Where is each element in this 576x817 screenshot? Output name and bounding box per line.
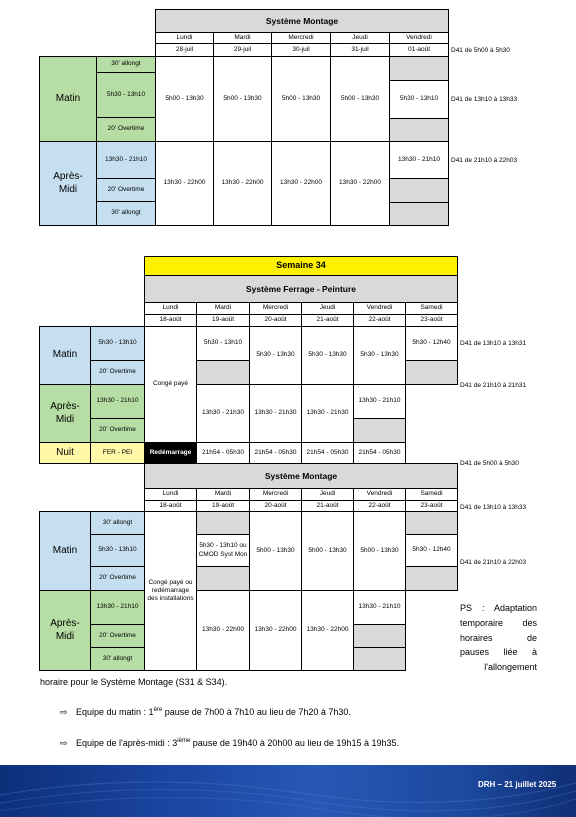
day-header: Mercredi <box>249 488 302 501</box>
footer-text: DRH – 21 juillet 2025 <box>478 780 557 789</box>
side-note: D41 de 13h10 à 13h31 <box>460 340 527 347</box>
shift-label-matin: Matin <box>39 326 91 385</box>
slot-allongt: 30' allongt <box>96 56 156 73</box>
ps-line: PS : Adaptation <box>460 603 537 613</box>
schedule-cell: 13h30 - 22h00 <box>301 590 354 671</box>
date-header: 01-août <box>389 43 449 57</box>
day-header: Jeudi <box>330 32 390 44</box>
date-header: 22-août <box>353 500 406 512</box>
date-header: 20-août <box>249 314 302 327</box>
wave-pattern-icon <box>0 765 576 817</box>
empty-cell <box>389 178 449 203</box>
schedule-cell: 5h30 - 13h30 <box>353 326 406 385</box>
footer-banner <box>0 765 576 817</box>
side-note: D41 de 21h10 à 22h03 <box>451 157 518 164</box>
empty-cell <box>196 511 250 535</box>
slot-apres-midi: 13h30 - 21h10 <box>96 141 156 179</box>
date-header: 19-août <box>196 500 250 512</box>
schedule-cell: 13h30 - 21h10 <box>353 384 406 419</box>
date-header: 18-août <box>144 314 197 327</box>
bullet-apres-midi: ⇨ Equipe de l'après-midi : 3ième pause de 19h40 à 20h00 au lieu de 19h15 à 19h35. <box>60 738 399 748</box>
shift-label-apres-midi: Après- Midi <box>39 141 97 226</box>
day-header: Vendredi <box>389 32 449 44</box>
slot-overtime: 20' Overtime <box>90 566 145 591</box>
date-header: 31-juil <box>330 43 390 57</box>
schedule-cell: 13h30 - 22h00 <box>271 141 331 226</box>
date-header: 23-août <box>405 314 458 327</box>
schedule-cell: 21h54 - 05h30 <box>301 442 354 464</box>
slot-overtime: 20' Overtime <box>90 360 145 385</box>
date-header: 29-juil <box>213 43 272 57</box>
schedule-cell: 5h00 - 13h30 <box>155 56 214 142</box>
day-header: Mardi <box>196 488 250 501</box>
schedule-cell: 5h30 - 12h40 <box>405 326 458 361</box>
schedule-cell: 5h00 - 13h30 <box>213 56 272 142</box>
schedule-cell-redemarrage: Redémarrage <box>144 442 197 464</box>
empty-cell <box>389 118 449 142</box>
schedule-cell: 13h30 - 21h10 <box>353 590 406 625</box>
schedule-cell: 5h00 - 13h30 <box>330 56 390 142</box>
shift-label-nuit: Nuit <box>39 442 91 464</box>
slot-overtime: 20' Overtime <box>90 418 145 443</box>
day-header: Lundi <box>144 488 197 501</box>
side-note: D41 de 5h00 à 5h30 <box>451 47 510 54</box>
day-header: Samedi <box>405 302 458 315</box>
slot-overtime: 20' Overtime <box>90 624 145 648</box>
schedule-cell: 5h30 - 13h30 <box>301 326 354 385</box>
schedule-cell: 13h30 - 22h00 <box>155 141 214 226</box>
ps-line: temporaire des <box>460 617 537 628</box>
day-header: Mardi <box>213 32 272 44</box>
schedule-cell: 21h54 - 05h30 <box>196 442 250 464</box>
schedule-cell: 21h54 - 05h30 <box>353 442 406 464</box>
empty-cell <box>405 511 458 535</box>
side-note: D41 de 5h00 à 5h30 <box>460 460 519 467</box>
schedule-cell: 13h30 - 22h00 <box>330 141 390 226</box>
slot-apres-midi: 13h30 - 21h10 <box>90 590 145 625</box>
ps-line: horaires de <box>460 632 537 643</box>
schedule-cell: 13h30 - 22h00 <box>249 590 302 671</box>
empty-cell <box>405 566 458 591</box>
schedule-cell: 13h30 - 22h00 <box>196 590 250 671</box>
shift-label-matin: Matin <box>39 56 97 142</box>
date-header: 21-août <box>301 500 354 512</box>
slot-matin: 5h30 - 13h10 <box>96 72 156 118</box>
schedule-cell: 13h30 - 22h00 <box>213 141 272 226</box>
shift-label-apres-midi: Après- Midi <box>39 590 91 671</box>
date-header: 18-août <box>144 500 197 512</box>
schedule-cell: Congé payé <box>144 326 197 443</box>
empty-cell <box>353 418 406 443</box>
day-header: Vendredi <box>353 488 406 501</box>
table-title: Système Montage <box>144 463 458 489</box>
schedule-cell: 13h30 - 21h30 <box>196 384 250 443</box>
shift-label-apres-midi: Après- Midi <box>39 384 91 443</box>
ps-continuation: horaire pour le Système Montage (S31 & S34). <box>40 677 228 687</box>
shift-label-matin: Matin <box>39 511 91 591</box>
slot-matin: 5h30 - 13h10 <box>90 326 145 361</box>
empty-cell <box>196 566 250 591</box>
arrow-icon: ⇨ <box>60 707 68 717</box>
schedule-cell: 5h00 - 13h30 <box>353 511 406 591</box>
side-note: D41 de 13h10 à 13h33 <box>451 96 518 103</box>
date-header: 28-juil <box>155 43 214 57</box>
date-header: 21-août <box>301 314 354 327</box>
schedule-cell: 21h54 - 05h30 <box>249 442 302 464</box>
day-header: Jeudi <box>301 488 354 501</box>
empty-cell <box>196 360 250 385</box>
week-title: Semaine 34 <box>144 256 458 276</box>
schedule-cell: 5h00 - 13h30 <box>271 56 331 142</box>
schedule-cell: 5h30 - 13h10 ou CMOD Syst Mon <box>196 534 250 567</box>
slot-nuit: FER - PEI <box>90 442 145 464</box>
empty-cell <box>389 202 449 226</box>
slot-allongt: 30' allongt <box>90 511 145 535</box>
schedule-cell: 5h00 - 13h30 <box>249 511 302 591</box>
slot-allongt: 30' allongt <box>96 201 156 226</box>
slot-matin: 5h30 - 13h10 <box>90 534 145 567</box>
bullet-matin: ⇨ Equipe du matin : 1ère pause de 7h00 à 7h10 au lieu de 7h20 à 7h30. <box>60 707 351 717</box>
ps-line: pauses liée à <box>460 647 537 658</box>
day-header: Lundi <box>155 32 214 44</box>
date-header: 19-août <box>196 314 250 327</box>
empty-cell <box>353 624 406 648</box>
slot-overtime: 20' Overtime <box>96 178 156 202</box>
day-header: Jeudi <box>301 302 354 315</box>
side-note: D41 de 21h10 à 21h31 <box>460 382 527 389</box>
table-title: Système Montage <box>155 9 449 33</box>
day-header: Mercredi <box>271 32 331 44</box>
schedule-cell: 5h30 - 12h40 <box>405 534 458 567</box>
table-title: Système Ferrage - Peinture <box>144 275 458 303</box>
date-header: 20-août <box>249 500 302 512</box>
day-header: Vendredi <box>353 302 406 315</box>
day-header: Samedi <box>405 488 458 501</box>
date-header: 23-août <box>405 500 458 512</box>
schedule-cell: Congé payé ou redémarrage des installations <box>144 511 197 671</box>
day-header: Mercredi <box>249 302 302 315</box>
schedule-cell: 5h30 - 13h10 <box>389 80 449 119</box>
date-header: 30-juil <box>271 43 331 57</box>
schedule-cell: 13h30 - 21h10 <box>389 141 449 179</box>
side-note: D41 de 21h10 à 22h03 <box>460 559 527 566</box>
day-header: Mardi <box>196 302 250 315</box>
date-header: 22-août <box>353 314 406 327</box>
side-note: D41 de 13h10 à 13h33 <box>460 504 527 511</box>
arrow-icon: ⇨ <box>60 738 68 748</box>
empty-cell <box>353 647 406 671</box>
empty-cell <box>389 56 449 81</box>
empty-cell <box>405 360 458 385</box>
day-header: Lundi <box>144 302 197 315</box>
slot-allongt: 30' allongt <box>90 647 145 671</box>
schedule-cell: 5h30 - 13h30 <box>249 326 302 385</box>
schedule-cell: 5h30 - 13h10 <box>196 326 250 361</box>
schedule-cell: 13h30 - 21h30 <box>301 384 354 443</box>
slot-apres-midi: 13h30 - 21h10 <box>90 384 145 419</box>
schedule-cell: 5h00 - 13h30 <box>301 511 354 591</box>
slot-overtime: 20' Overtime <box>96 117 156 142</box>
ps-line: l'allongement <box>484 662 537 673</box>
schedule-cell: 13h30 - 21h30 <box>249 384 302 443</box>
